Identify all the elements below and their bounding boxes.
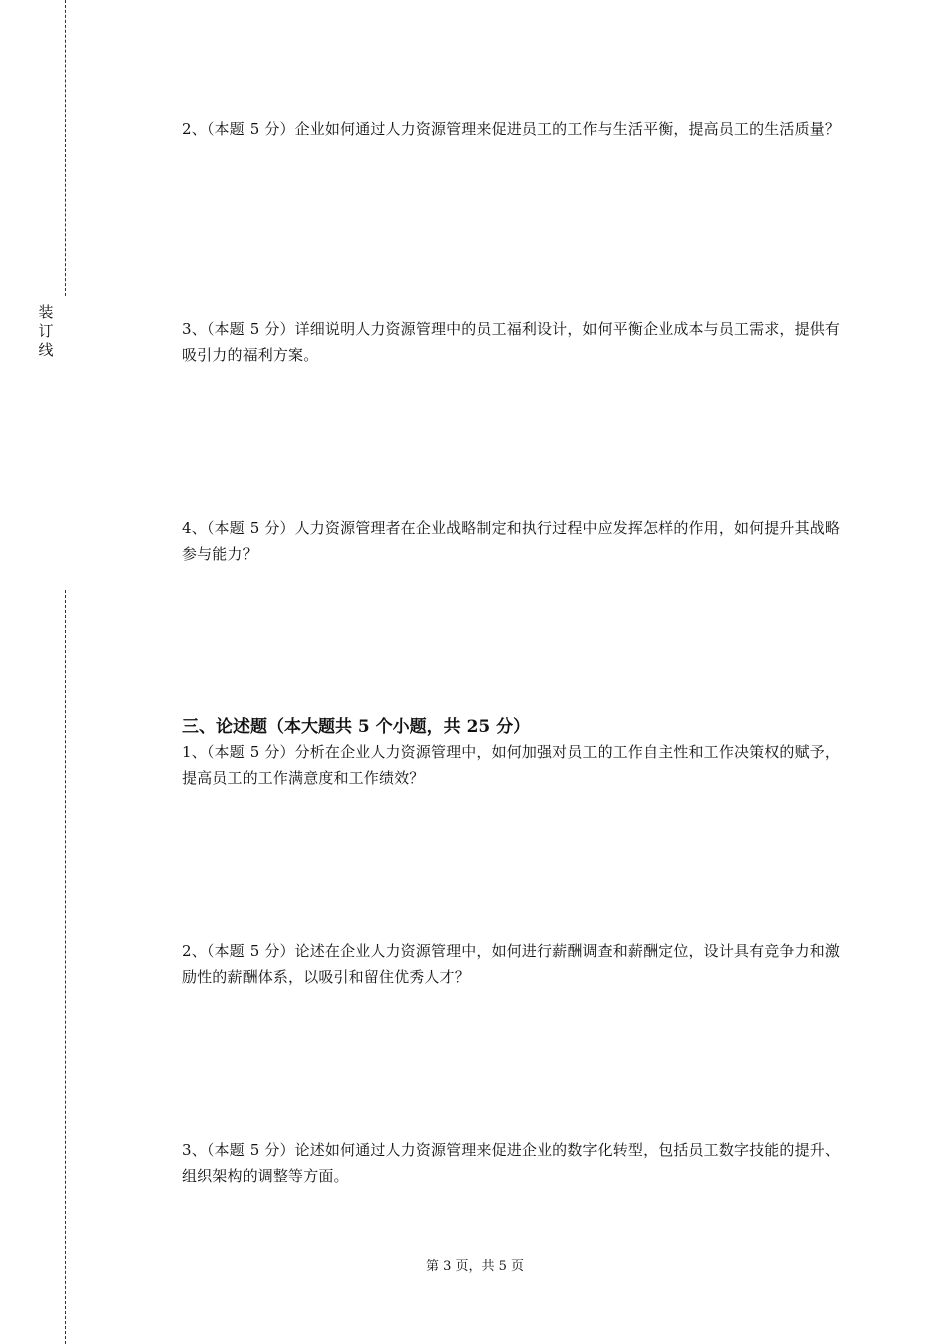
question-2-3: 3、（本题 5 分）详细说明人力资源管理中的员工福利设计，如何平衡企业成本与员工需求，提供有吸引力的福利方案。 <box>182 320 841 364</box>
binding-dashed-line-top <box>65 0 66 296</box>
binding-line-label <box>37 303 55 360</box>
page-number-footer: 第 3 页，共 5 页 <box>425 1259 525 1274</box>
question-2-4: 4、（本题 5 分）人力资源管理者在企业战略制定和执行过程中应发挥怎样的作用，如何提升其战略参与能力？ <box>182 519 841 563</box>
binding-dashed-line-bottom <box>65 590 66 1344</box>
question-3-1: 1、（本题 5 分）分析在企业人力资源管理中，如何加强对员工的工作自主性和工作决策权的赋予，提高员工的工作满意度和工作绩效？ <box>182 743 841 787</box>
question-3-2: 2、（本题 5 分）论述在企业人力资源管理中，如何进行薪酬调查和薪酬定位，设计具有竞争力和激励性的薪酬体系，以吸引和留住优秀人才？ <box>182 942 841 986</box>
question-2-2: 2、（本题 5 分）企业如何通过人力资源管理来促进员工的工作与生活平衡，提高员工的生活质量？ <box>182 120 841 138</box>
binding-char: 订 <box>38 322 54 340</box>
question-3-3: 3、（本题 5 分）论述如何通过人力资源管理来促进企业的数字化转型，包括员工数字技能的提升、组织架构的调整等方面。 <box>182 1141 841 1185</box>
binding-char: 线 <box>38 341 54 359</box>
section-3-title: 三、论述题（本大题共 5 个小题，共 25 分） <box>182 717 531 737</box>
binding-char: 装 <box>38 303 54 321</box>
